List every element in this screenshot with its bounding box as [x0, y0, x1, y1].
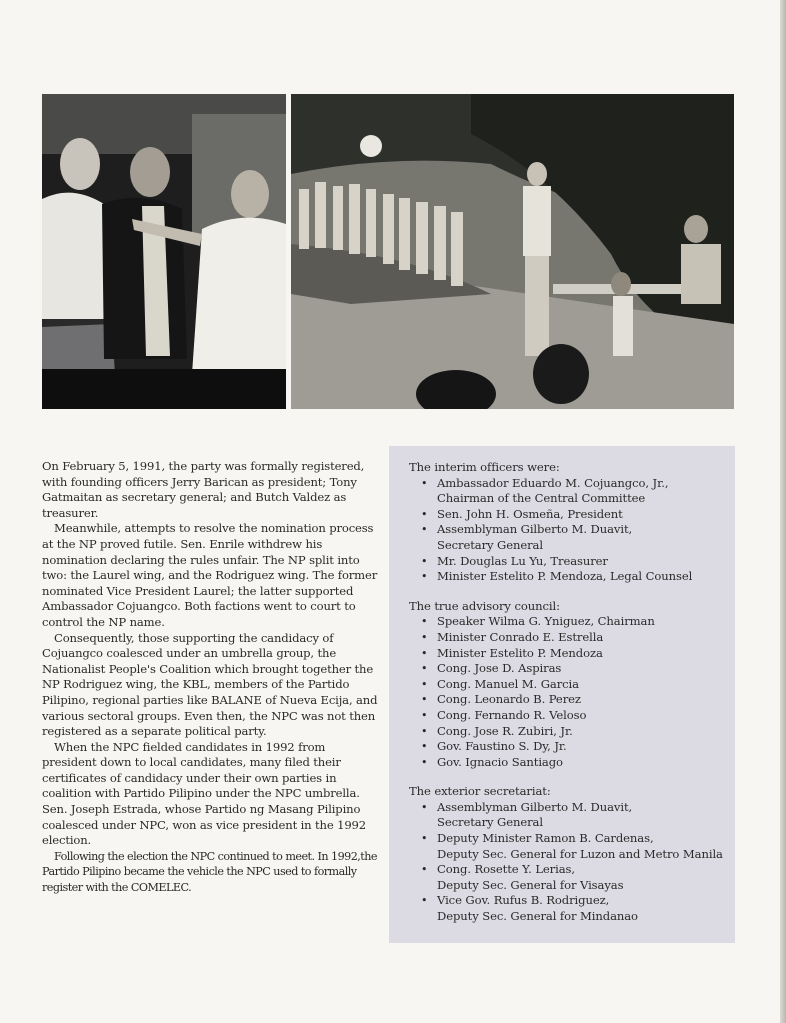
- list-item: [437, 661, 723, 677]
- list-item: [437, 569, 723, 585]
- list-item-line: • Cong. Manuel M. Garcia: [437, 676, 579, 691]
- paragraph-registration: On February 5, 1991, the party was formally registered, with founding officers Jerry Barican as president; Tony Gatmaitan as secretary general; and Butch Valdez as treasurer.: [42, 459, 365, 520]
- exterior-secretariat-heading: The exterior secretariat:: [409, 784, 551, 799]
- list-item: [437, 862, 723, 893]
- interim-officers-list: [409, 476, 723, 585]
- list-item: [437, 677, 723, 693]
- page-edge: [780, 0, 786, 1023]
- list-item-line: • Gov. Faustino S. Dy, Jr.: [437, 739, 567, 754]
- list-item-line: • Assemblyman Gilberto M. Duavit,: [437, 522, 633, 537]
- list-item: [437, 724, 723, 740]
- list-item-line: • Gov. Ignacio Santiago: [437, 754, 563, 769]
- list-item-line: • Ambassador Eduardo M. Cojuangco, Jr.,: [437, 475, 669, 490]
- list-item: [437, 708, 723, 724]
- interim-officers-heading: The interim officers were:: [409, 460, 560, 474]
- list-item-line: Chairman of the Central Committee: [437, 491, 646, 506]
- list-item: [437, 755, 723, 771]
- list-item-line: • Mr. Douglas Lu Yu, Treasurer: [437, 553, 608, 568]
- list-item: [437, 614, 723, 630]
- list-item-line: Secretary General: [437, 537, 543, 552]
- list-item: [437, 646, 723, 662]
- advisory-council-heading: The true advisory council:: [409, 598, 560, 613]
- list-item: [437, 522, 723, 553]
- paragraph-1992-election: When the NPC fielded candidates in 1992 from president down to local candidates, many filed their certificates of candidacy under their own parties in coalition with Partido Pilipino under the NPC umbrella. Sen. Joseph Estrada, whose Partido ng Masang Pilipino coalesced under NPC, won as vice president in the 1992 election.: [42, 739, 366, 848]
- paragraph-coalition: Consequently, those supporting the candidacy of Cojuangco coalesced under an umbrella group, the Nationalist People's Coalition which brought together the NP Rodriguez wing, the KBL, members of the Partido Pilipino, regional parties like BALANE of Nueva Ecija, and various sectoral groups. Even then, the NPC was not then registered as a separate political party.: [42, 630, 378, 739]
- list-item: [437, 739, 723, 755]
- list-item-line: Secretary General: [437, 815, 543, 830]
- advisory-council-list: [409, 614, 723, 770]
- list-item: [437, 831, 723, 862]
- paragraph-comelec-registration: Following the election the NPC continued to meet. In 1992,the Partido Pilipino became the vehicle the NPC used to formally register with the COMELEC.: [42, 849, 377, 895]
- list-item-line: • Minister Estelito P. Mendoza: [437, 645, 603, 660]
- list-item-line: • Speaker Wilma G. Yniguez, Chairman: [437, 614, 655, 629]
- list-item-line: Deputy Sec. General for Visayas: [437, 877, 624, 892]
- list-item: [437, 507, 723, 523]
- list-item-line: • Minister Estelito P. Mendoza, Legal Counsel: [437, 569, 693, 584]
- list-item-line: • Vice Gov. Rufus B. Rodriguez,: [437, 893, 610, 908]
- list-item: [437, 893, 723, 924]
- main-text-column: [42, 459, 380, 896]
- list-item: [437, 692, 723, 708]
- list-item: [437, 800, 723, 831]
- list-item-line: • Cong. Rosette Y. Lerias,: [437, 862, 575, 877]
- list-item-line: • Assemblyman Gilberto M. Duavit,: [437, 799, 633, 814]
- list-item-line: • Cong. Jose R. Zubiri, Jr.: [437, 723, 573, 738]
- paragraph-np-split: Meanwhile, attempts to resolve the nomination process at the NP proved futile. Sen. Enrile withdrew his nomination declaring the rules unfair. The NP split into two: the Laurel wing, and the Rodriguez wing. The former nominated Vice President Laurel; the latter supported Ambassador Cojuangco. Both factions went to court to control the NP name.: [42, 521, 378, 629]
- list-item: [437, 554, 723, 570]
- list-item: [437, 630, 723, 646]
- outdoor-rally-photo: [291, 94, 734, 409]
- officers-sidebar: [389, 446, 735, 943]
- list-item-line: • Sen. John H. Osmeña, President: [437, 506, 623, 521]
- exterior-secretariat-list: [409, 800, 723, 925]
- list-item: [437, 476, 723, 507]
- men-in-discussion-photo: [42, 94, 286, 409]
- list-item-line: Deputy Sec. General for Luzon and Metro Manila: [437, 846, 723, 861]
- list-item-line: • Cong. Leonardo B. Perez: [437, 692, 581, 707]
- list-item-line: • Minister Conrado E. Estrella: [437, 629, 604, 644]
- list-item-line: • Deputy Minister Ramon B. Cardenas,: [437, 831, 654, 846]
- list-item-line: Deputy Sec. General for Mindanao: [437, 909, 638, 924]
- list-item-line: • Cong. Jose D. Aspiras: [437, 661, 562, 676]
- list-item-line: • Cong. Fernando R. Veloso: [437, 707, 587, 722]
